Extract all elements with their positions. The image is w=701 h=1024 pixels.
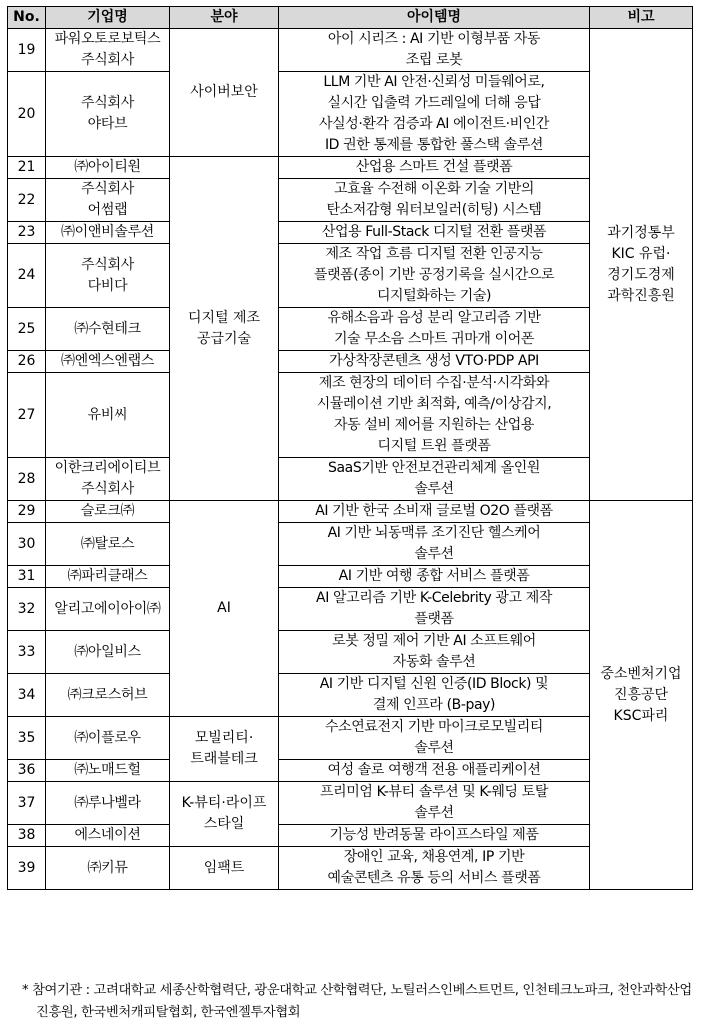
company-name: ㈜이앤비솔루션 — [46, 222, 170, 244]
row-no: 19 — [8, 29, 46, 72]
item-name: AI 기반 뇌동맥류 조기진단 헬스케어 솔루션 — [279, 523, 590, 566]
header-row — [8, 7, 693, 29]
header-no: No. — [8, 7, 46, 29]
item-name: 장애인 교육, 채용연계, IP 기반 예술콘텐츠 유통 등의 서비스 플랫폼 — [279, 847, 590, 890]
row-no: 26 — [8, 351, 46, 373]
row-no: 32 — [8, 588, 46, 631]
item-name: 아이 시리즈 : AI 기반 이형부품 자동 조립 로봇 — [279, 29, 590, 72]
company-name: 이한크리에이티브 주식회사 — [46, 458, 170, 501]
field-cell: 임팩트 — [170, 847, 279, 890]
note-cell: 과기정통부 KIC 유럽· 경기도경제 과학진흥원 — [590, 29, 693, 501]
header-item: 아이템명 — [279, 7, 590, 29]
company-name: ㈜이플로우 — [46, 717, 170, 760]
company-table — [7, 6, 693, 890]
row-no: 34 — [8, 674, 46, 717]
header-field: 분야 — [170, 7, 279, 29]
company-name: 주식회사 어썸랩 — [46, 179, 170, 222]
item-name: 유해소음과 음성 분리 알고리즘 기반 기술 무소음 스마트 귀마개 이어폰 — [279, 308, 590, 351]
company-name: 알리고에이아이㈜ — [46, 588, 170, 631]
row-no: 22 — [8, 179, 46, 222]
row-no: 24 — [8, 244, 46, 308]
row-no: 33 — [8, 631, 46, 674]
item-name: 제조 작업 흐름 디지털 전환 인공지능 플랫폼(종이 기반 공정기록을 실시간으로 디지털화하는 기술) — [279, 244, 590, 308]
company-name: ㈜파리클래스 — [46, 566, 170, 588]
field-cell: AI — [170, 501, 279, 717]
row-no: 20 — [8, 72, 46, 157]
row-no: 21 — [8, 157, 46, 179]
company-name: ㈜아일비스 — [46, 631, 170, 674]
company-name: 슬로크㈜ — [46, 501, 170, 523]
company-name: 파워오토로보틱스 주식회사 — [46, 29, 170, 72]
company-name: ㈜아이티원 — [46, 157, 170, 179]
row-no: 27 — [8, 373, 46, 458]
row-no: 23 — [8, 222, 46, 244]
item-name: 수소연료전지 기반 마이크로모빌리티 솔루션 — [279, 717, 590, 760]
header-note: 비고 — [590, 7, 693, 29]
field-cell: K-뷰티·라이프 스타일 — [170, 782, 279, 847]
item-name: 고효율 수전해 이온화 기술 기반의 탄소저감형 워터보일러(히팅) 시스템 — [279, 179, 590, 222]
row-no: 35 — [8, 717, 46, 760]
row-no: 30 — [8, 523, 46, 566]
item-name: 프리미엄 K-뷰티 솔루션 및 K-웨딩 토탈 솔루션 — [279, 782, 590, 825]
row-no: 31 — [8, 566, 46, 588]
item-name: AI 기반 여행 종합 서비스 플랫폼 — [279, 566, 590, 588]
item-name: 산업용 Full-Stack 디지털 전환 플랫폼 — [279, 222, 590, 244]
row-no: 37 — [8, 782, 46, 825]
item-name: 기능성 반려동물 라이프스타일 제품 — [279, 825, 590, 847]
table-row — [8, 501, 693, 523]
company-name: 에스네이션 — [46, 825, 170, 847]
item-name: 가상착장콘텐츠 생성 VTO·PDP API — [279, 351, 590, 373]
field-cell: 모빌리티· 트래블테크 — [170, 717, 279, 782]
item-name: LLM 기반 AI 안전·신뢰성 미들웨어로, 실시간 입출력 가드레일에 더해 응답 사실성·환각 검증과 AI 에이전트·비인간 ID 권한 통제를 통합한 풀스택 솔루션 — [279, 72, 590, 157]
item-name: AI 기반 한국 소비재 글로벌 O2O 플랫폼 — [279, 501, 590, 523]
item-name: 산업용 스마트 건설 플랫폼 — [279, 157, 590, 179]
company-name: ㈜탈로스 — [46, 523, 170, 566]
row-no: 39 — [8, 847, 46, 890]
item-name: AI 알고리즘 기반 K-Celebrity 광고 제작 플랫폼 — [279, 588, 590, 631]
company-name: ㈜루나벨라 — [46, 782, 170, 825]
row-no: 28 — [8, 458, 46, 501]
company-name: ㈜수현테크 — [46, 308, 170, 351]
note-cell: 중소벤처기업 진흥공단 KSC파리 — [590, 501, 693, 890]
company-name: 유비씨 — [46, 373, 170, 458]
item-name: AI 기반 디지털 신원 인증(ID Block) 및 결제 인프라 (B-pay) — [279, 674, 590, 717]
row-no: 25 — [8, 308, 46, 351]
company-name: ㈜노매드헐 — [46, 760, 170, 782]
item-name: 여성 솔로 여행객 전용 애플리케이션 — [279, 760, 590, 782]
company-name: ㈜엔엑스엔랩스 — [46, 351, 170, 373]
footnote: * 참여기관 : 고려대학교 세종산학협력단, 광운대학교 산학협력단, 노틸러스인베스트먼트, 인천테크노파크, 천안과학산업진흥원, 한국벤처캐피탈협회, 한국엔젤투자협회 — [22, 983, 692, 1020]
field-cell: 사이버보안 — [170, 29, 279, 157]
company-name: ㈜키뮤 — [46, 847, 170, 890]
row-no: 38 — [8, 825, 46, 847]
field-cell: 디지털 제조 공급기술 — [170, 157, 279, 501]
company-name: ㈜크로스허브 — [46, 674, 170, 717]
item-name: SaaS기반 안전보건관리체계 올인원 솔루션 — [279, 458, 590, 501]
company-name: 주식회사 다비다 — [46, 244, 170, 308]
row-no: 29 — [8, 501, 46, 523]
row-no: 36 — [8, 760, 46, 782]
header-company: 기업명 — [46, 7, 170, 29]
item-name: 제조 현장의 데이터 수집·분석·시각화와 시뮬레이션 기반 최적화, 예측/이상감지, 자동 설비 제어를 지원하는 산업용 디지털 트윈 플랫폼 — [279, 373, 590, 458]
item-name: 로봇 정밀 제어 기반 AI 소프트웨어 자동화 솔루션 — [279, 631, 590, 674]
company-name: 주식회사 야타브 — [46, 72, 170, 157]
table-row — [8, 29, 693, 72]
